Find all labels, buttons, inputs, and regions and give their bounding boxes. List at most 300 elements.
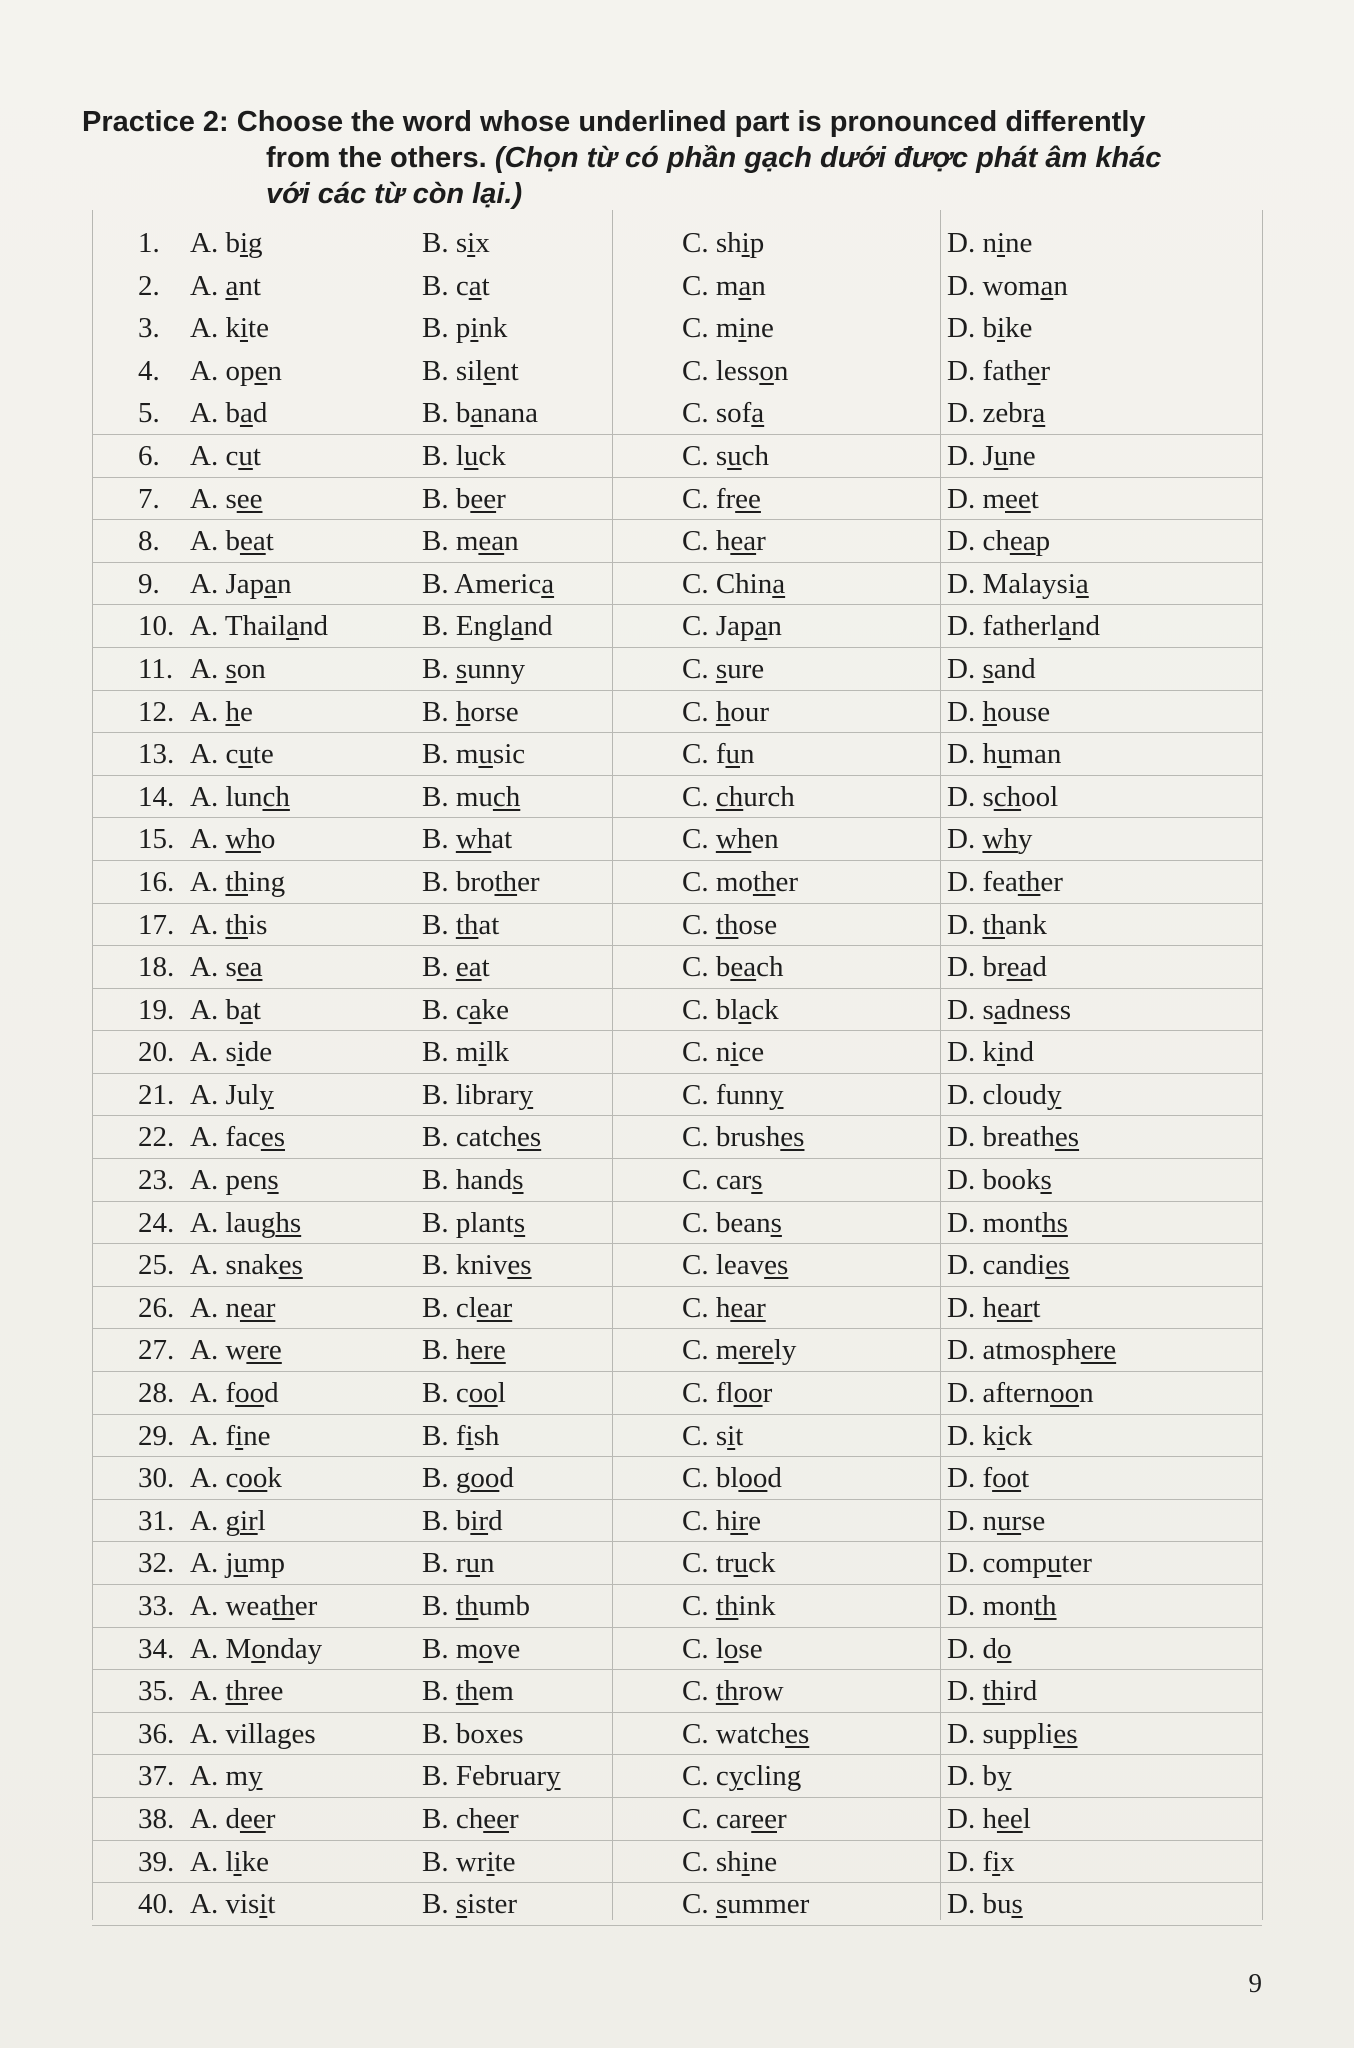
word-part: C. <box>682 823 716 856</box>
question-number: 4. <box>138 354 160 387</box>
word-part: C. bl <box>682 1462 739 1495</box>
option-c <box>682 484 761 514</box>
word-part: C. s <box>682 439 728 472</box>
word-part: and <box>993 652 1036 685</box>
word-part: nd <box>1005 1036 1035 1069</box>
option-b <box>422 526 519 556</box>
word-part: A. lun <box>190 780 263 813</box>
word-part: A. laug <box>190 1206 276 1239</box>
word-part: r <box>508 1802 519 1835</box>
option-b <box>422 654 525 684</box>
option-b <box>422 1761 561 1791</box>
word-part: A. s <box>190 1036 237 1069</box>
word-part: A. n <box>190 1291 240 1324</box>
question-number: 26. <box>138 1291 175 1324</box>
word-part: D. s <box>947 993 994 1026</box>
word-part: B. f <box>422 1419 466 1452</box>
option-a <box>190 1165 279 1195</box>
question-number: 9. <box>138 567 160 600</box>
word-part: A. b <box>190 227 240 259</box>
underlined-part: i <box>467 227 476 259</box>
word-part: D. f <box>947 1845 993 1878</box>
option-a <box>190 1250 303 1280</box>
option-c <box>682 1761 801 1791</box>
underlined-part: a <box>286 610 299 643</box>
option-d <box>947 910 1047 940</box>
word-part: ke <box>1005 312 1033 345</box>
instruction-line-2-vn: (Chọn từ có phần gạch dưới được phát âm khác <box>494 142 1162 174</box>
word-part: C. b <box>682 951 731 984</box>
word-part: D. n <box>947 227 997 259</box>
word-part: urch <box>743 780 795 813</box>
underlined-part: oo <box>1050 1377 1080 1410</box>
underlined-part: ee <box>470 482 497 515</box>
underlined-part: s <box>982 652 994 685</box>
word-part: ool <box>1021 780 1059 813</box>
option-c <box>682 867 798 897</box>
option-a <box>190 1634 322 1664</box>
underlined-part: wh <box>982 823 1018 856</box>
underlined-part: wh <box>455 823 492 856</box>
underlined-part: a <box>1032 397 1046 430</box>
question-row <box>92 1798 1262 1841</box>
question-number: 1. <box>138 227 160 259</box>
underlined-part: i <box>996 227 1006 259</box>
underlined-part: ir <box>239 1504 258 1537</box>
word-part: t <box>481 951 490 984</box>
option-d <box>947 1165 1052 1195</box>
word-part: B. m <box>422 525 479 558</box>
underlined-part: hs <box>1042 1206 1068 1239</box>
question-row <box>92 861 1262 904</box>
option-a <box>190 654 266 684</box>
word-part: D. br <box>947 951 1007 984</box>
word-part: A. <box>190 652 226 685</box>
word-part: B. Februar <box>422 1760 547 1793</box>
word-part: ck <box>1005 1419 1033 1452</box>
underlined-part: i <box>259 1888 268 1921</box>
question-row <box>92 1883 1262 1926</box>
word-part: A. b <box>190 993 240 1026</box>
word-part: on <box>236 652 266 685</box>
question-row <box>92 1457 1262 1500</box>
option-d <box>947 1122 1079 1152</box>
underlined-part: a <box>264 567 277 600</box>
option-c <box>682 1037 764 1067</box>
question-number: 30. <box>138 1462 175 1495</box>
word-part: A. <box>190 908 226 941</box>
word-part: unny <box>467 652 526 685</box>
option-c <box>682 1676 784 1706</box>
word-part: n <box>480 1547 495 1580</box>
question-number: 39. <box>138 1845 175 1878</box>
question-number: 21. <box>138 1078 175 1111</box>
option-a <box>190 1804 275 1834</box>
option-c <box>682 782 795 812</box>
word-part: y <box>1017 823 1033 856</box>
word-part: er <box>294 1590 318 1622</box>
word-part: d <box>252 397 268 430</box>
option-d <box>947 1804 1031 1834</box>
option-b <box>422 1889 517 1919</box>
underlined-part: ir <box>470 1504 489 1537</box>
word-part: D. <box>947 695 983 728</box>
option-c <box>682 356 788 386</box>
option-d <box>947 697 1050 727</box>
question-row <box>92 1585 1262 1628</box>
underlined-part: u <box>727 439 742 472</box>
word-part: C. h <box>682 525 731 558</box>
word-part: D. <box>947 823 983 856</box>
option-a <box>190 1122 285 1152</box>
word-part: A. <box>190 695 226 728</box>
underlined-part: u <box>238 439 253 472</box>
option-a <box>190 1293 275 1323</box>
word-part: A. <box>190 1675 226 1708</box>
question-number: 3. <box>138 312 160 345</box>
underlined-part: s <box>715 652 728 685</box>
word-part: er <box>775 865 798 898</box>
option-c <box>682 441 769 471</box>
underlined-part: u <box>478 738 493 771</box>
question-number: 34. <box>138 1632 175 1665</box>
question-row <box>92 1713 1262 1756</box>
question-row <box>92 350 1262 393</box>
underlined-part: ea <box>236 951 263 984</box>
underlined-part: ea <box>1006 951 1033 984</box>
word-part: D. cloud <box>947 1078 1047 1111</box>
word-part: B. c <box>422 1377 469 1410</box>
instruction-line-2 <box>82 140 1272 176</box>
word-part: ne <box>1005 227 1033 259</box>
option-d <box>947 1293 1040 1323</box>
word-part: ke <box>481 993 509 1026</box>
word-part: lk <box>486 1036 510 1069</box>
word-part: D. m <box>947 482 1005 515</box>
word-part: A. c <box>190 738 239 771</box>
question-number: 37. <box>138 1760 175 1793</box>
option-b <box>422 1335 506 1365</box>
underlined-part: a <box>1058 610 1071 643</box>
word-part: D. n <box>947 1504 997 1537</box>
word-part: C. m <box>682 1334 739 1367</box>
word-part: C. m <box>682 269 739 302</box>
question-number: 24. <box>138 1206 175 1239</box>
underlined-part: s <box>512 1164 524 1197</box>
underlined-part: es <box>764 1249 789 1282</box>
word-part: B. Engl <box>422 610 511 643</box>
option-d <box>947 1506 1045 1536</box>
option-a <box>190 910 267 940</box>
underlined-part: es <box>1054 1121 1080 1154</box>
question-number: 7. <box>138 482 160 515</box>
word-part: B. m <box>422 738 479 771</box>
word-part: C. Jap <box>682 610 755 643</box>
option-b <box>422 739 525 769</box>
underlined-part: s <box>513 1206 526 1239</box>
option-d <box>947 611 1100 641</box>
option-d <box>947 1250 1069 1280</box>
word-part: d <box>767 1462 782 1495</box>
option-a <box>190 1463 282 1493</box>
underlined-part: y <box>248 1760 263 1793</box>
question-number: 23. <box>138 1164 175 1197</box>
underlined-part: s <box>1011 1888 1023 1921</box>
option-a <box>190 1506 266 1536</box>
question-row <box>92 563 1262 606</box>
underlined-part: oo <box>470 1462 500 1495</box>
word-part: B. Americ <box>422 567 542 600</box>
question-row <box>92 1116 1262 1159</box>
word-part: B. c <box>422 993 469 1026</box>
underlined-part: ee <box>735 482 761 515</box>
option-a <box>190 1847 269 1877</box>
word-part: er <box>1040 865 1063 898</box>
option-a <box>190 484 262 514</box>
option-c <box>682 824 779 854</box>
option-d <box>947 1676 1037 1706</box>
word-part: B. plant <box>422 1206 514 1239</box>
option-a <box>190 1421 271 1451</box>
option-c <box>682 526 766 556</box>
word-part: ure <box>727 652 765 685</box>
underlined-part: ere <box>1080 1334 1117 1367</box>
underlined-part: oo <box>468 1377 498 1410</box>
word-part: C. s <box>682 1419 728 1452</box>
underlined-part: s <box>770 1206 782 1239</box>
word-part: at <box>491 823 513 856</box>
question-number: 12. <box>138 695 175 728</box>
underlined-part: a <box>470 397 484 430</box>
option-c <box>682 313 774 343</box>
word-part: row <box>738 1675 784 1708</box>
option-a <box>190 739 274 769</box>
word-part: ch <box>756 951 784 984</box>
word-part: D. fatherl <box>947 610 1059 643</box>
instruction-line-3: với các từ còn lại.) <box>266 178 523 210</box>
option-b <box>422 313 507 343</box>
word-part: D. ch <box>947 525 1010 558</box>
option-c <box>682 1591 775 1621</box>
word-part: A. d <box>190 1802 240 1835</box>
word-part: D. mont <box>947 1206 1043 1239</box>
instruction-line-1: Practice 2: Choose the word whose underlined part is pronounced differently <box>82 106 1146 138</box>
underlined-part: es <box>1053 1717 1078 1750</box>
word-part: C. <box>682 780 716 813</box>
word-part: A. f <box>190 1419 236 1452</box>
word-part: r <box>777 1802 787 1835</box>
option-c <box>682 952 783 982</box>
underlined-part: i <box>486 1845 495 1878</box>
question-number: 27. <box>138 1334 175 1367</box>
underlined-part: ee <box>996 1802 1023 1835</box>
option-b <box>422 228 490 258</box>
word-part: A. l <box>190 1845 234 1878</box>
word-part: l <box>497 1377 506 1410</box>
word-part: B. <box>422 908 456 941</box>
option-c <box>682 1719 809 1749</box>
underlined-part: h <box>715 695 731 728</box>
question-number: 13. <box>138 738 175 771</box>
question-list <box>92 222 1262 1926</box>
underlined-part: y <box>259 1078 274 1111</box>
underlined-part: ee <box>1005 482 1031 515</box>
word-part: ree <box>248 1675 284 1708</box>
word-part: t <box>481 269 490 302</box>
underlined-part: i <box>996 1419 1006 1452</box>
option-b <box>422 697 519 727</box>
option-b <box>422 1634 520 1664</box>
option-b <box>422 1463 514 1493</box>
word-part: ter <box>1061 1547 1092 1580</box>
underlined-part: ea <box>239 525 266 558</box>
underlined-part: th <box>1034 1590 1057 1622</box>
word-part: man <box>1011 738 1062 771</box>
question-row <box>92 776 1262 819</box>
underlined-part: i <box>730 1036 739 1069</box>
word-part: se <box>738 1632 763 1665</box>
word-part: C. brush <box>682 1121 781 1154</box>
option-b <box>422 1548 495 1578</box>
underlined-part: i <box>738 312 747 345</box>
word-part: B. <box>422 951 456 984</box>
word-part: D. <box>947 908 983 941</box>
word-part: C. h <box>682 1291 731 1324</box>
word-part: r <box>496 482 506 515</box>
word-part: D. wom <box>947 269 1041 302</box>
option-a <box>190 1591 317 1621</box>
question-number: 19. <box>138 993 175 1026</box>
underlined-part: es <box>517 1121 542 1154</box>
word-part: p <box>1035 525 1051 558</box>
word-part: te <box>248 312 269 345</box>
underlined-part: i <box>996 1036 1006 1069</box>
word-part: A. w <box>190 1334 247 1367</box>
underlined-part: y <box>728 1760 744 1793</box>
word-part: g <box>248 227 263 259</box>
question-row <box>92 1542 1262 1585</box>
question-number: 5. <box>138 397 160 430</box>
option-b <box>422 782 520 812</box>
underlined-part: a <box>754 610 768 643</box>
question-row <box>92 222 1262 265</box>
word-part: ank <box>1005 908 1047 941</box>
question-row <box>92 392 1262 435</box>
word-part: B. l <box>422 439 464 472</box>
underlined-part: ea <box>730 951 757 984</box>
word-part: umb <box>478 1590 530 1622</box>
underlined-part: ee <box>236 482 263 515</box>
word-part: A. k <box>190 312 240 345</box>
option-b <box>422 484 506 514</box>
underlined-part: s <box>715 1888 728 1921</box>
underlined-part: i <box>239 227 249 259</box>
option-c <box>682 1250 788 1280</box>
word-part: ink <box>738 1590 776 1622</box>
underlined-part: e <box>483 354 497 387</box>
word-part: B. <box>422 1590 456 1622</box>
underlined-part: u <box>465 1547 480 1580</box>
underlined-part: es <box>785 1717 810 1750</box>
question-row <box>92 307 1262 350</box>
underlined-part: h <box>225 695 240 728</box>
option-d <box>947 1634 1011 1664</box>
underlined-part: a <box>239 397 253 430</box>
underlined-part: ear <box>239 1291 276 1324</box>
word-part: D. aftern <box>947 1377 1051 1410</box>
word-part: t <box>1030 482 1039 515</box>
word-part: d <box>488 1504 503 1537</box>
option-d <box>947 995 1071 1025</box>
word-part: t <box>252 439 261 472</box>
underlined-part: wh <box>715 823 752 856</box>
word-part: C. f <box>682 738 726 771</box>
word-part: C. fr <box>682 482 736 515</box>
word-part: B. <box>422 823 456 856</box>
word-part: d <box>1032 951 1047 984</box>
option-d <box>947 441 1036 471</box>
underlined-part: th <box>715 908 739 941</box>
word-part: D. mon <box>947 1590 1034 1622</box>
option-b <box>422 1208 525 1238</box>
word-part: nd <box>523 610 553 643</box>
question-number: 16. <box>138 865 175 898</box>
practice-instructions <box>82 104 1272 212</box>
question-number: 8. <box>138 525 160 558</box>
word-part: D. bu <box>947 1888 1012 1921</box>
word-part: A. pen <box>190 1164 268 1197</box>
underlined-part: o <box>759 354 774 387</box>
word-part: D. Malaysi <box>947 567 1076 600</box>
word-part: n <box>1079 1377 1094 1410</box>
underlined-part: s <box>455 652 468 685</box>
question-row <box>92 648 1262 691</box>
word-part: D. f <box>947 1462 993 1495</box>
word-part: er <box>517 865 540 898</box>
word-part: at <box>478 908 500 941</box>
question-number: 33. <box>138 1590 175 1622</box>
word-part: D. suppli <box>947 1717 1054 1750</box>
option-a <box>190 1719 316 1749</box>
word-part: A. <box>190 823 226 856</box>
question-row <box>92 1287 1262 1330</box>
word-part: A. M <box>190 1632 252 1665</box>
word-part: k <box>267 1462 282 1495</box>
option-d <box>947 1548 1092 1578</box>
question-number: 31. <box>138 1504 175 1537</box>
word-part: A. fac <box>190 1121 261 1154</box>
underlined-part: y <box>996 1760 1012 1793</box>
word-part: ird <box>1005 1675 1038 1708</box>
word-part: B. <box>422 652 456 685</box>
question-row <box>92 435 1262 478</box>
option-a <box>190 569 291 599</box>
option-d <box>947 398 1045 428</box>
word-part: cling <box>743 1760 802 1793</box>
underlined-part: a <box>1075 567 1089 600</box>
question-row <box>92 691 1262 734</box>
word-part: C. tr <box>682 1547 734 1580</box>
word-part: t <box>252 993 261 1026</box>
word-part: B. s <box>422 227 468 259</box>
word-part: ne <box>749 1845 778 1878</box>
underlined-part: a <box>239 993 253 1026</box>
underlined-part: a <box>751 397 765 430</box>
word-part: n <box>1053 269 1068 302</box>
question-row <box>92 818 1262 861</box>
underlined-part: s <box>267 1164 279 1197</box>
word-part: ister <box>467 1888 518 1921</box>
